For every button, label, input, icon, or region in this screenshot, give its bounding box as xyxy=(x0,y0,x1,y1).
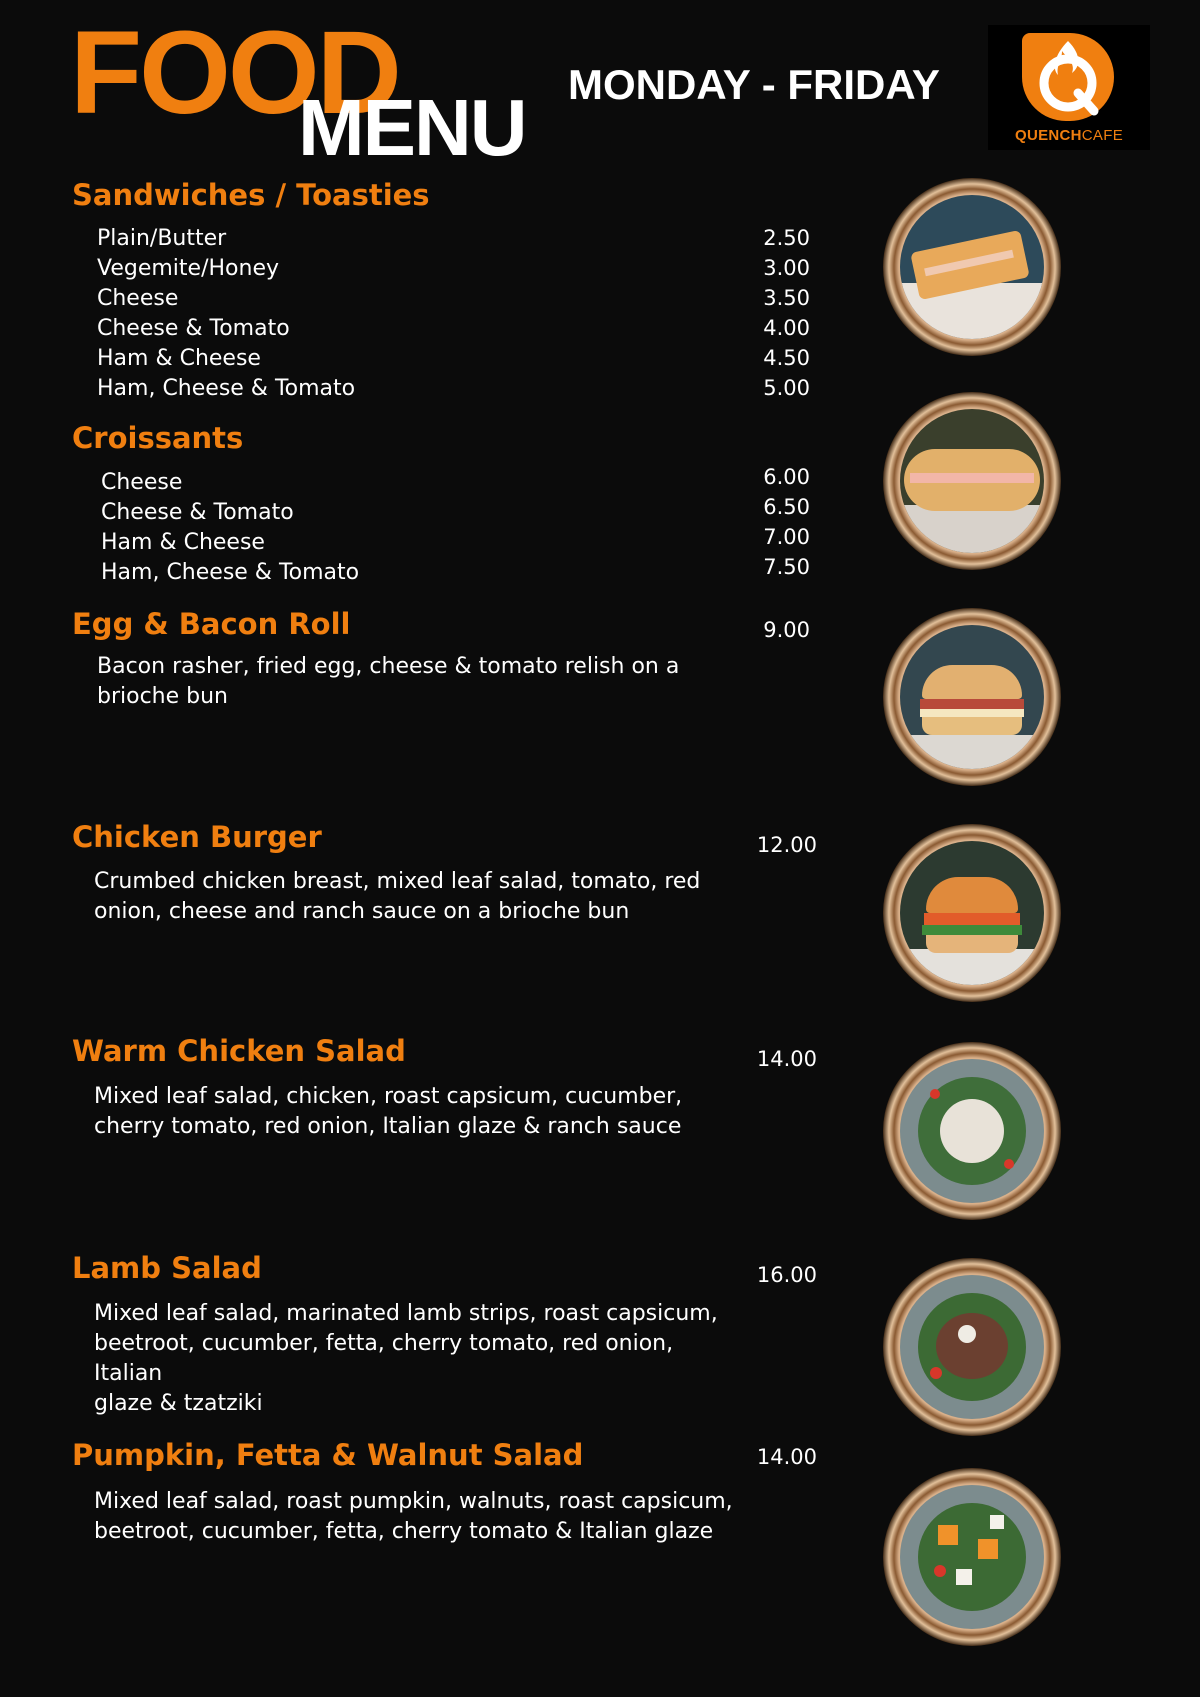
list-item: Ham & Cheese xyxy=(97,346,261,371)
item-price: 9.00 xyxy=(763,618,810,642)
list-item: Vegemite/Honey xyxy=(97,256,279,281)
description-line: Mixed leaf salad, roast pumpkin, walnuts, roast capsicum, xyxy=(94,1489,733,1514)
list-item: Cheese xyxy=(101,470,183,495)
description-line: cherry tomato, red onion, Italian glaze & ranch sauce xyxy=(94,1114,682,1139)
item-description xyxy=(94,867,744,927)
item-price: 6.00 xyxy=(763,465,810,489)
item-description xyxy=(97,652,747,712)
section-title-pumpkin-salad: Pumpkin, Fetta & Walnut Salad xyxy=(72,1438,584,1472)
list-item: Cheese & Tomato xyxy=(101,500,294,525)
item-price: 7.00 xyxy=(763,525,810,549)
chicken-salad-photo xyxy=(883,1042,1061,1220)
item-price: 4.50 xyxy=(763,346,810,370)
description-line: glaze & tzatziki xyxy=(94,1391,263,1416)
description-line: beetroot, cucumber, fetta, cherry tomato, red onion, Italian xyxy=(94,1331,674,1386)
egg-bacon-roll-photo xyxy=(883,608,1061,786)
list-item: Cheese xyxy=(97,286,179,311)
description-line: Mixed leaf salad, marinated lamb strips, roast capsicum, xyxy=(94,1301,718,1326)
title-food: FOOD xyxy=(70,7,399,139)
item-price: 14.00 xyxy=(756,1445,817,1469)
item-price: 5.00 xyxy=(763,376,810,400)
logo-badge xyxy=(1022,33,1114,121)
logo-text-quench: QUENCH xyxy=(1014,127,1082,144)
chicken-burger-photo xyxy=(883,824,1061,1002)
toastie-photo xyxy=(883,178,1061,356)
item-price: 7.50 xyxy=(763,555,810,579)
logo-text xyxy=(988,127,1150,144)
description-line: Crumbed chicken breast, mixed leaf salad, tomato, red xyxy=(94,869,701,894)
days-heading: MONDAY - FRIDAY xyxy=(568,61,940,108)
section-title-chicken-burger: Chicken Burger xyxy=(72,820,322,854)
item-price: 4.00 xyxy=(763,316,810,340)
list-item: Cheese & Tomato xyxy=(97,316,290,341)
title-menu: MENU xyxy=(298,83,526,172)
section-title-warm-chicken-salad: Warm Chicken Salad xyxy=(72,1034,406,1068)
description-line: brioche bun xyxy=(97,684,229,709)
lamb-salad-photo xyxy=(883,1258,1061,1436)
section-title-sandwiches: Sandwiches / Toasties xyxy=(72,178,430,212)
section-title-lamb-salad: Lamb Salad xyxy=(72,1251,262,1285)
quench-cafe-logo xyxy=(988,25,1150,150)
list-item: Plain/Butter xyxy=(97,226,227,251)
item-price: 3.50 xyxy=(763,286,810,310)
item-price: 14.00 xyxy=(756,1047,817,1071)
item-price: 16.00 xyxy=(756,1263,817,1287)
list-item: Ham, Cheese & Tomato xyxy=(101,560,360,585)
item-price: 12.00 xyxy=(756,833,817,857)
list-item: Ham & Cheese xyxy=(101,530,265,555)
logo-text-cafe: CAFE xyxy=(1081,127,1124,144)
item-description xyxy=(94,1299,744,1419)
item-description xyxy=(94,1082,744,1142)
list-item: Ham, Cheese & Tomato xyxy=(97,376,356,401)
item-price: 3.00 xyxy=(763,256,810,280)
description-line: Mixed leaf salad, chicken, roast capsicum, cucumber, xyxy=(94,1084,683,1109)
description-line: onion, cheese and ranch sauce on a brioche bun xyxy=(94,899,630,924)
section-title-croissants: Croissants xyxy=(72,421,244,455)
item-description xyxy=(94,1487,744,1547)
description-line: Bacon rasher, fried egg, cheese & tomato relish on a xyxy=(97,654,680,679)
flame-q-icon xyxy=(1022,33,1114,121)
item-price: 6.50 xyxy=(763,495,810,519)
croissant-photo xyxy=(883,392,1061,570)
section-title-egg-bacon-roll: Egg & Bacon Roll xyxy=(72,607,351,641)
description-line: beetroot, cucumber, fetta, cherry tomato & Italian glaze xyxy=(94,1519,714,1544)
item-price: 2.50 xyxy=(763,226,810,250)
pumpkin-salad-photo xyxy=(883,1468,1061,1646)
